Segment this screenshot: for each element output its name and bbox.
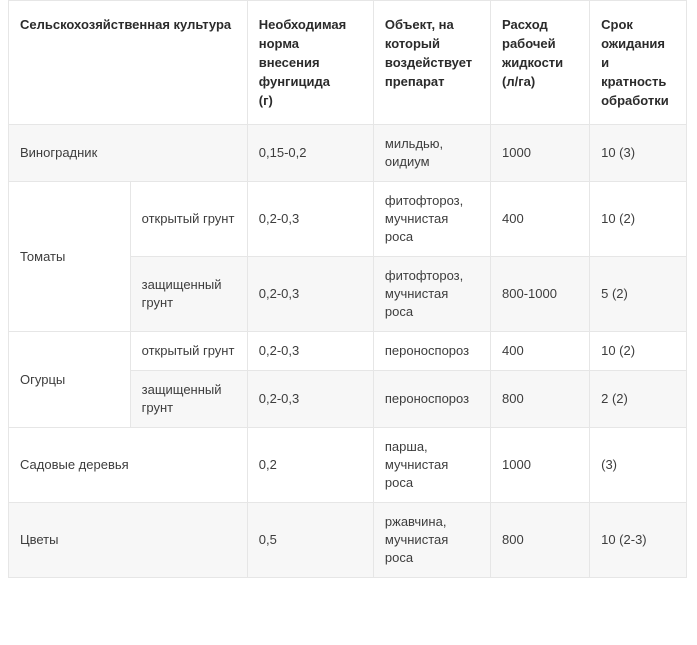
cell-norm: 0,15-0,2 <box>247 125 373 182</box>
cell-crop: Садовые деревья <box>9 428 248 503</box>
cell-consumption: 800-1000 <box>491 257 590 332</box>
column-header-target <box>373 1 490 125</box>
column-header-crop <box>9 1 248 125</box>
column-header-norm-line1: Необходимая <box>258 17 347 32</box>
cell-target: пероноспороз <box>373 371 490 428</box>
cell-waiting: 10 (2) <box>590 332 687 371</box>
cell-norm: 0,2-0,3 <box>247 332 373 371</box>
column-header-target-line3: воздействует <box>384 55 473 70</box>
column-header-norm <box>247 1 373 125</box>
column-header-waiting-line4: обработки <box>601 93 669 108</box>
table-row <box>9 428 687 503</box>
cell-target: ржавчина, мучнистая роса <box>373 503 490 578</box>
column-header-norm-line5: (г) <box>258 93 273 108</box>
column-header-waiting-line1: Срок <box>601 17 633 32</box>
fungicide-application-table <box>8 0 687 578</box>
cell-norm: 0,2-0,3 <box>247 182 373 257</box>
cell-waiting: 10 (3) <box>590 125 687 182</box>
column-header-norm-line4: фунгицида <box>258 74 330 89</box>
cell-waiting: 5 (2) <box>590 257 687 332</box>
cell-norm: 0,2 <box>247 428 373 503</box>
cell-consumption: 1000 <box>491 125 590 182</box>
cell-consumption: 400 <box>491 332 590 371</box>
cell-target: фитофтороз, мучнистая роса <box>373 257 490 332</box>
column-header-target-line2: который <box>384 36 441 51</box>
column-header-target-line1: Объект, на <box>384 17 454 32</box>
cell-consumption: 800 <box>491 371 590 428</box>
column-header-consumption-line1: Расход <box>502 17 548 32</box>
table-row <box>9 182 687 257</box>
cell-waiting: (3) <box>590 428 687 503</box>
cell-crop: Виноградник <box>9 125 248 182</box>
cell-target: фитофтороз, мучнистая роса <box>373 182 490 257</box>
cell-crop: Томаты <box>9 182 131 332</box>
column-header-consumption-line3: жидкости <box>502 55 564 70</box>
column-header-consumption-line2: рабочей <box>502 36 556 51</box>
cell-crop: Цветы <box>9 503 248 578</box>
column-header-target-line4: препарат <box>384 74 445 89</box>
table-row <box>9 332 687 371</box>
table-row <box>9 503 687 578</box>
cell-consumption: 1000 <box>491 428 590 503</box>
cell-consumption: 800 <box>491 503 590 578</box>
column-header-norm-line2: норма <box>258 36 300 51</box>
column-header-crop-text: Сельскохозяйственная культура <box>20 17 232 32</box>
cell-norm: 0,2-0,3 <box>247 257 373 332</box>
table-body <box>9 125 687 578</box>
cell-subtype: открытый грунт <box>130 182 247 257</box>
cell-norm: 0,5 <box>247 503 373 578</box>
cell-waiting: 2 (2) <box>590 371 687 428</box>
table-header-row <box>9 1 687 125</box>
column-header-norm-line3: внесения <box>258 55 320 70</box>
column-header-waiting-line2: ожидания и <box>601 36 665 70</box>
cell-consumption: 400 <box>491 182 590 257</box>
cell-subtype: открытый грунт <box>130 332 247 371</box>
column-header-waiting-line3: кратность <box>601 74 667 89</box>
cell-norm: 0,2-0,3 <box>247 371 373 428</box>
cell-waiting: 10 (2) <box>590 182 687 257</box>
column-header-consumption-line4: (л/га) <box>502 74 536 89</box>
table-row <box>9 125 687 182</box>
cell-waiting: 10 (2-3) <box>590 503 687 578</box>
cell-subtype: защищенный грунт <box>130 257 247 332</box>
cell-target: парша, мучнистая роса <box>373 428 490 503</box>
cell-crop: Огурцы <box>9 332 131 428</box>
column-header-waiting <box>590 1 687 125</box>
cell-target: мильдью, оидиум <box>373 125 490 182</box>
cell-target: пероноспороз <box>373 332 490 371</box>
cell-subtype: защищенный грунт <box>130 371 247 428</box>
column-header-consumption <box>491 1 590 125</box>
table-header <box>9 1 687 125</box>
